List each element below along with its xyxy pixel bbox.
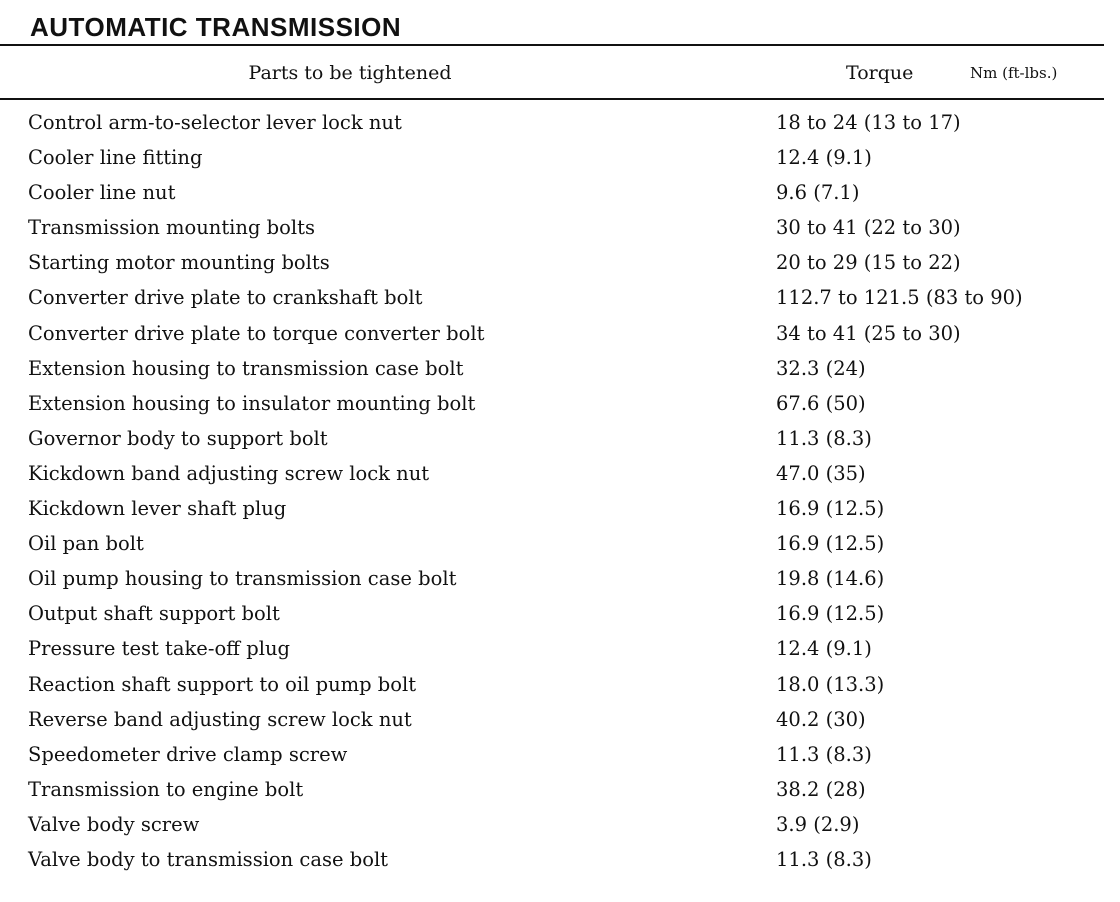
part-name: Reaction shaft support to oil pump bolt bbox=[28, 672, 417, 696]
part-name: Transmission to engine bolt bbox=[28, 777, 304, 801]
part-name: Reverse band adjusting screw lock nut bbox=[28, 707, 412, 731]
part-name: Cooler line fitting bbox=[28, 146, 203, 170]
table-row bbox=[0, 843, 1104, 878]
table-row bbox=[0, 211, 1104, 246]
part-name: Converter drive plate to torque converter bolt bbox=[28, 321, 485, 345]
part-name: Pressure test take-off plug bbox=[28, 637, 290, 661]
torque-value: 19.8 (14.6) bbox=[776, 567, 885, 591]
torque-value: 12.4 (9.1) bbox=[776, 637, 872, 661]
column-header-torque: Torque bbox=[846, 62, 914, 84]
torque-value: 18.0 (13.3) bbox=[776, 672, 885, 696]
table-row bbox=[0, 422, 1104, 457]
torque-value: 47.0 (35) bbox=[776, 461, 866, 485]
table-row bbox=[0, 597, 1104, 632]
table-row bbox=[0, 176, 1104, 211]
table-row bbox=[0, 106, 1104, 141]
torque-value: 11.3 (8.3) bbox=[776, 742, 872, 766]
table-row bbox=[0, 387, 1104, 422]
table-row bbox=[0, 703, 1104, 738]
torque-value: 40.2 (30) bbox=[776, 707, 866, 731]
table-row bbox=[0, 562, 1104, 597]
table-row bbox=[0, 668, 1104, 703]
table-row bbox=[0, 492, 1104, 527]
torque-value: 18 to 24 (13 to 17) bbox=[776, 111, 961, 134]
torque-value: 16.9 (12.5) bbox=[776, 602, 885, 626]
part-name: Kickdown band adjusting screw lock nut bbox=[28, 461, 430, 485]
table-row bbox=[0, 141, 1104, 176]
part-name: Speedometer drive clamp screw bbox=[28, 742, 348, 766]
part-name: Kickdown lever shaft plug bbox=[28, 497, 287, 521]
torque-table bbox=[0, 106, 1104, 878]
table-row bbox=[0, 246, 1104, 281]
table-row bbox=[0, 317, 1104, 352]
part-name: Governor body to support bolt bbox=[28, 426, 328, 450]
torque-value: 9.6 (7.1) bbox=[776, 181, 860, 205]
torque-value: 32.3 (24) bbox=[776, 356, 866, 380]
part-name: Output shaft support bolt bbox=[28, 602, 280, 626]
torque-value: 16.9 (12.5) bbox=[776, 532, 885, 556]
torque-value: 11.3 (8.3) bbox=[776, 847, 872, 871]
table-row bbox=[0, 457, 1104, 492]
torque-value: 20 to 29 (15 to 22) bbox=[776, 251, 961, 275]
torque-value: 16.9 (12.5) bbox=[776, 497, 885, 521]
part-name: Extension housing to insulator mounting bolt bbox=[28, 391, 476, 415]
part-name: Converter drive plate to crankshaft bolt bbox=[28, 286, 423, 310]
torque-value: 112.7 to 121.5 (83 to 90) bbox=[776, 286, 1023, 310]
column-header-units: Nm (ft-lbs.) bbox=[970, 64, 1058, 82]
part-name: Starting motor mounting bolts bbox=[28, 251, 330, 275]
torque-value: 38.2 (28) bbox=[776, 777, 866, 801]
torque-value: 3.9 (2.9) bbox=[776, 812, 860, 836]
torque-value: 11.3 (8.3) bbox=[776, 426, 872, 450]
part-name: Valve body screw bbox=[28, 812, 200, 836]
table-row bbox=[0, 527, 1104, 562]
torque-value: 12.4 (9.1) bbox=[776, 146, 872, 170]
header-rule bbox=[0, 98, 1104, 100]
page-title: AUTOMATIC TRANSMISSION bbox=[30, 12, 402, 42]
part-name: Oil pan bolt bbox=[28, 532, 144, 556]
column-header-parts: Parts to be tightened bbox=[248, 62, 452, 84]
part-name: Transmission mounting bolts bbox=[28, 216, 315, 240]
part-name: Cooler line nut bbox=[28, 181, 176, 205]
table-row bbox=[0, 773, 1104, 808]
torque-value: 30 to 41 (22 to 30) bbox=[776, 216, 961, 240]
part-name: Valve body to transmission case bolt bbox=[28, 847, 389, 871]
table-row bbox=[0, 281, 1104, 316]
part-name: Extension housing to transmission case bolt bbox=[28, 356, 464, 380]
table-row bbox=[0, 738, 1104, 773]
table-row bbox=[0, 352, 1104, 387]
table-row bbox=[0, 808, 1104, 843]
torque-value: 34 to 41 (25 to 30) bbox=[776, 321, 961, 345]
torque-value: 67.6 (50) bbox=[776, 391, 866, 415]
part-name: Oil pump housing to transmission case bolt bbox=[28, 567, 457, 591]
table-row bbox=[0, 632, 1104, 667]
title-rule bbox=[0, 44, 1104, 46]
part-name: Control arm-to-selector lever lock nut bbox=[28, 111, 402, 134]
